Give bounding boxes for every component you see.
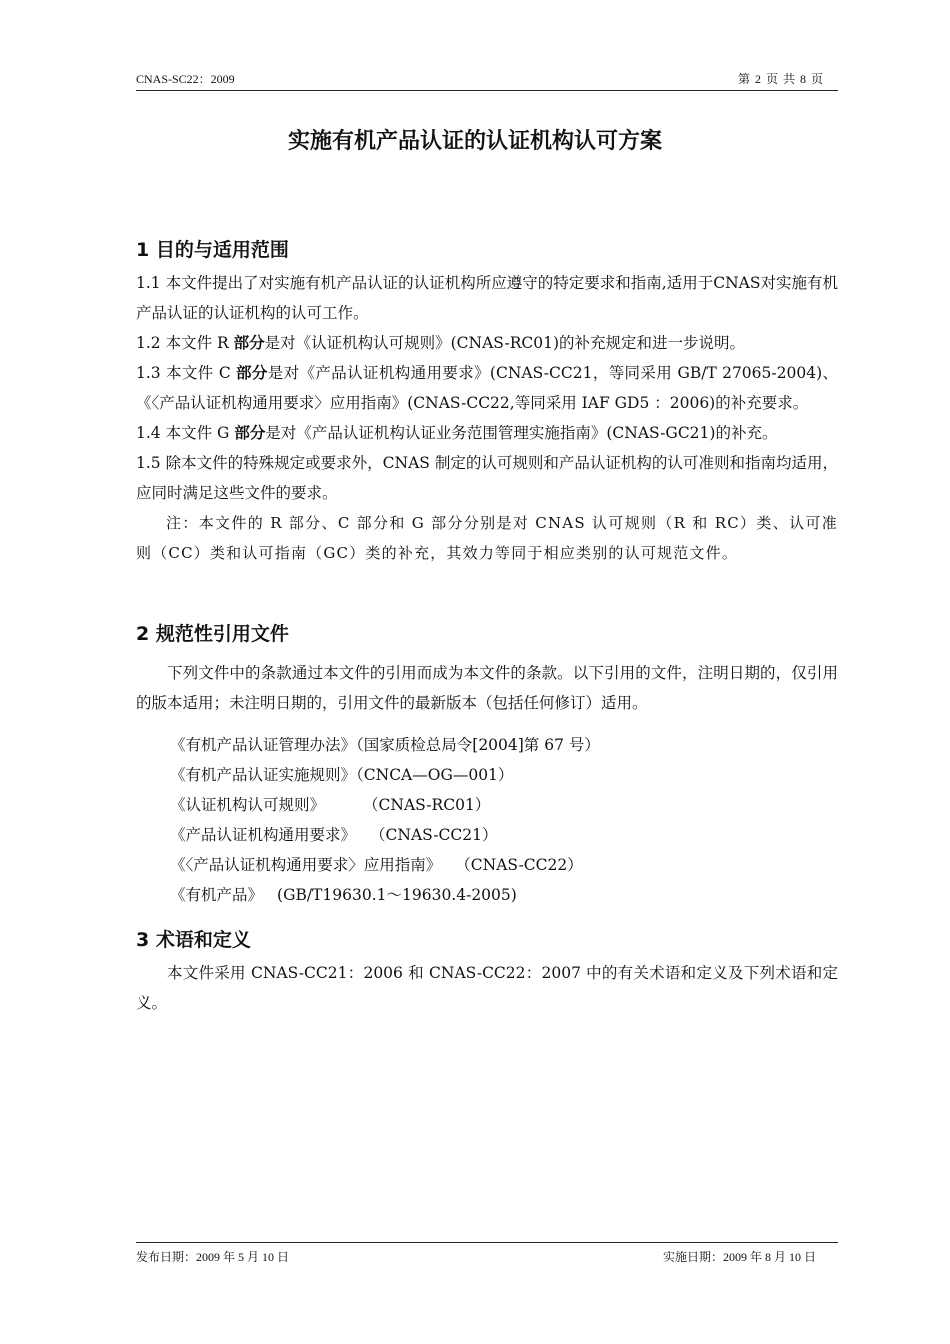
reference-code: （CNAS-RC01） [363, 796, 491, 814]
reference-item [136, 850, 838, 880]
reference-code: (GB/T19630.1～19630.4-2005) [277, 886, 517, 904]
document-body [136, 236, 838, 1018]
clause-text: 是对《认证机构认可规则》(CNAS-RC01)的补充规定和进一步说明。 [264, 334, 746, 352]
section-2-heading: 2 规范性引用文件 [136, 623, 289, 645]
reference-item [136, 730, 838, 760]
clause-1-4 [136, 418, 838, 448]
clause-bold: 部分 [233, 333, 265, 352]
reference-name: 《〈产品认证机构通用要求〉应用指南》 [170, 856, 442, 874]
reference-name: 《有机产品认证管理办法》 [170, 736, 357, 754]
implement-date: 实施日期：2009 年 8 月 10 日 [662, 1250, 816, 1264]
clause-text: 1.4 本文件 G [136, 424, 235, 442]
reference-name: 《产品认证机构通用要求》 [170, 826, 357, 844]
clause-bold: 部分 [234, 423, 266, 442]
reference-item [136, 820, 838, 850]
clause-text: 是对《产品认证机构通用要求》(CNAS-CC21，等同采用 GB/T 27065-2004)、《〈产品认证机构通用要求〉应用指南》(CNAS-CC22,等同采用 IAF GD5 ：2006)的补充要求。 [136, 364, 838, 412]
doc-code: CNAS-SC22：2009 [136, 72, 235, 86]
reference-item [136, 880, 838, 910]
page-number: 第 2 页 共 8 页 [737, 72, 824, 86]
reference-item [136, 760, 838, 790]
section-2-intro: 下列文件中的条款通过本文件的引用而成为本文件的条款。以下引用的文件，注明日期的，仅引用的版本适用；未注明日期的，引用文件的最新版本（包括任何修订）适用。 [136, 664, 838, 712]
reference-code: （国家质检总局令[2004]第 67 号） [356, 736, 600, 754]
publish-date: 发布日期：2009 年 5 月 10 日 [136, 1250, 290, 1264]
page-header [136, 68, 838, 91]
document-title: 实施有机产品认证的认证机构认可方案 [287, 129, 662, 154]
reference-name: 《有机产品》 [170, 886, 264, 904]
reference-code: （CNAS-CC22） [455, 856, 583, 874]
clause-text: 1.2 本文件 R [136, 334, 234, 352]
clause-1-1: 1.1 本文件提出了对实施有机产品认证的认证机构所应遵守的特定要求和指南,适用于CNAS对实施有机产品认证的认证机构的认可工作。 [136, 274, 838, 322]
clause-1-2 [136, 328, 838, 358]
reference-item [136, 790, 838, 820]
reference-name: 《认证机构认可规则》 [170, 796, 326, 814]
clause-bold: 部分 [236, 363, 268, 382]
section-3-intro: 本文件采用 CNAS-CC21：2006 和 CNAS-CC22：2007 中的有关术语和定义及下列术语和定义。 [136, 964, 838, 1012]
reference-code: （CNCA—OG—001） [356, 766, 514, 784]
reference-name: 《有机产品认证实施规则》 [170, 766, 357, 784]
clause-1-3 [136, 358, 838, 418]
note: 注：本文件的 R 部分、C 部分和 G 部分分别是对 CNAS 认可规则（R 和 RC）类、认可准则（CC）类和认可指南（GC）类的补充，其效力等同于相应类别的认可规范文件。 [136, 514, 838, 562]
clause-1-5: 1.5 除本文件的特殊规定或要求外，CNAS 制定的认可规则和产品认证机构的认可准则和指南均适用，应同时满足这些文件的要求。 [136, 454, 838, 502]
page-footer [136, 1242, 838, 1265]
reference-code: （CNAS-CC21） [370, 826, 498, 844]
section-1-heading: 1 目的与适用范围 [136, 239, 289, 261]
section-3-heading: 3 术语和定义 [136, 929, 251, 951]
reference-list [136, 730, 838, 910]
clause-text: 1.3 本文件 C [136, 364, 237, 382]
clause-text: 是对《产品认证机构认证业务范围管理实施指南》(CNAS-GC21)的补充。 [265, 424, 778, 442]
